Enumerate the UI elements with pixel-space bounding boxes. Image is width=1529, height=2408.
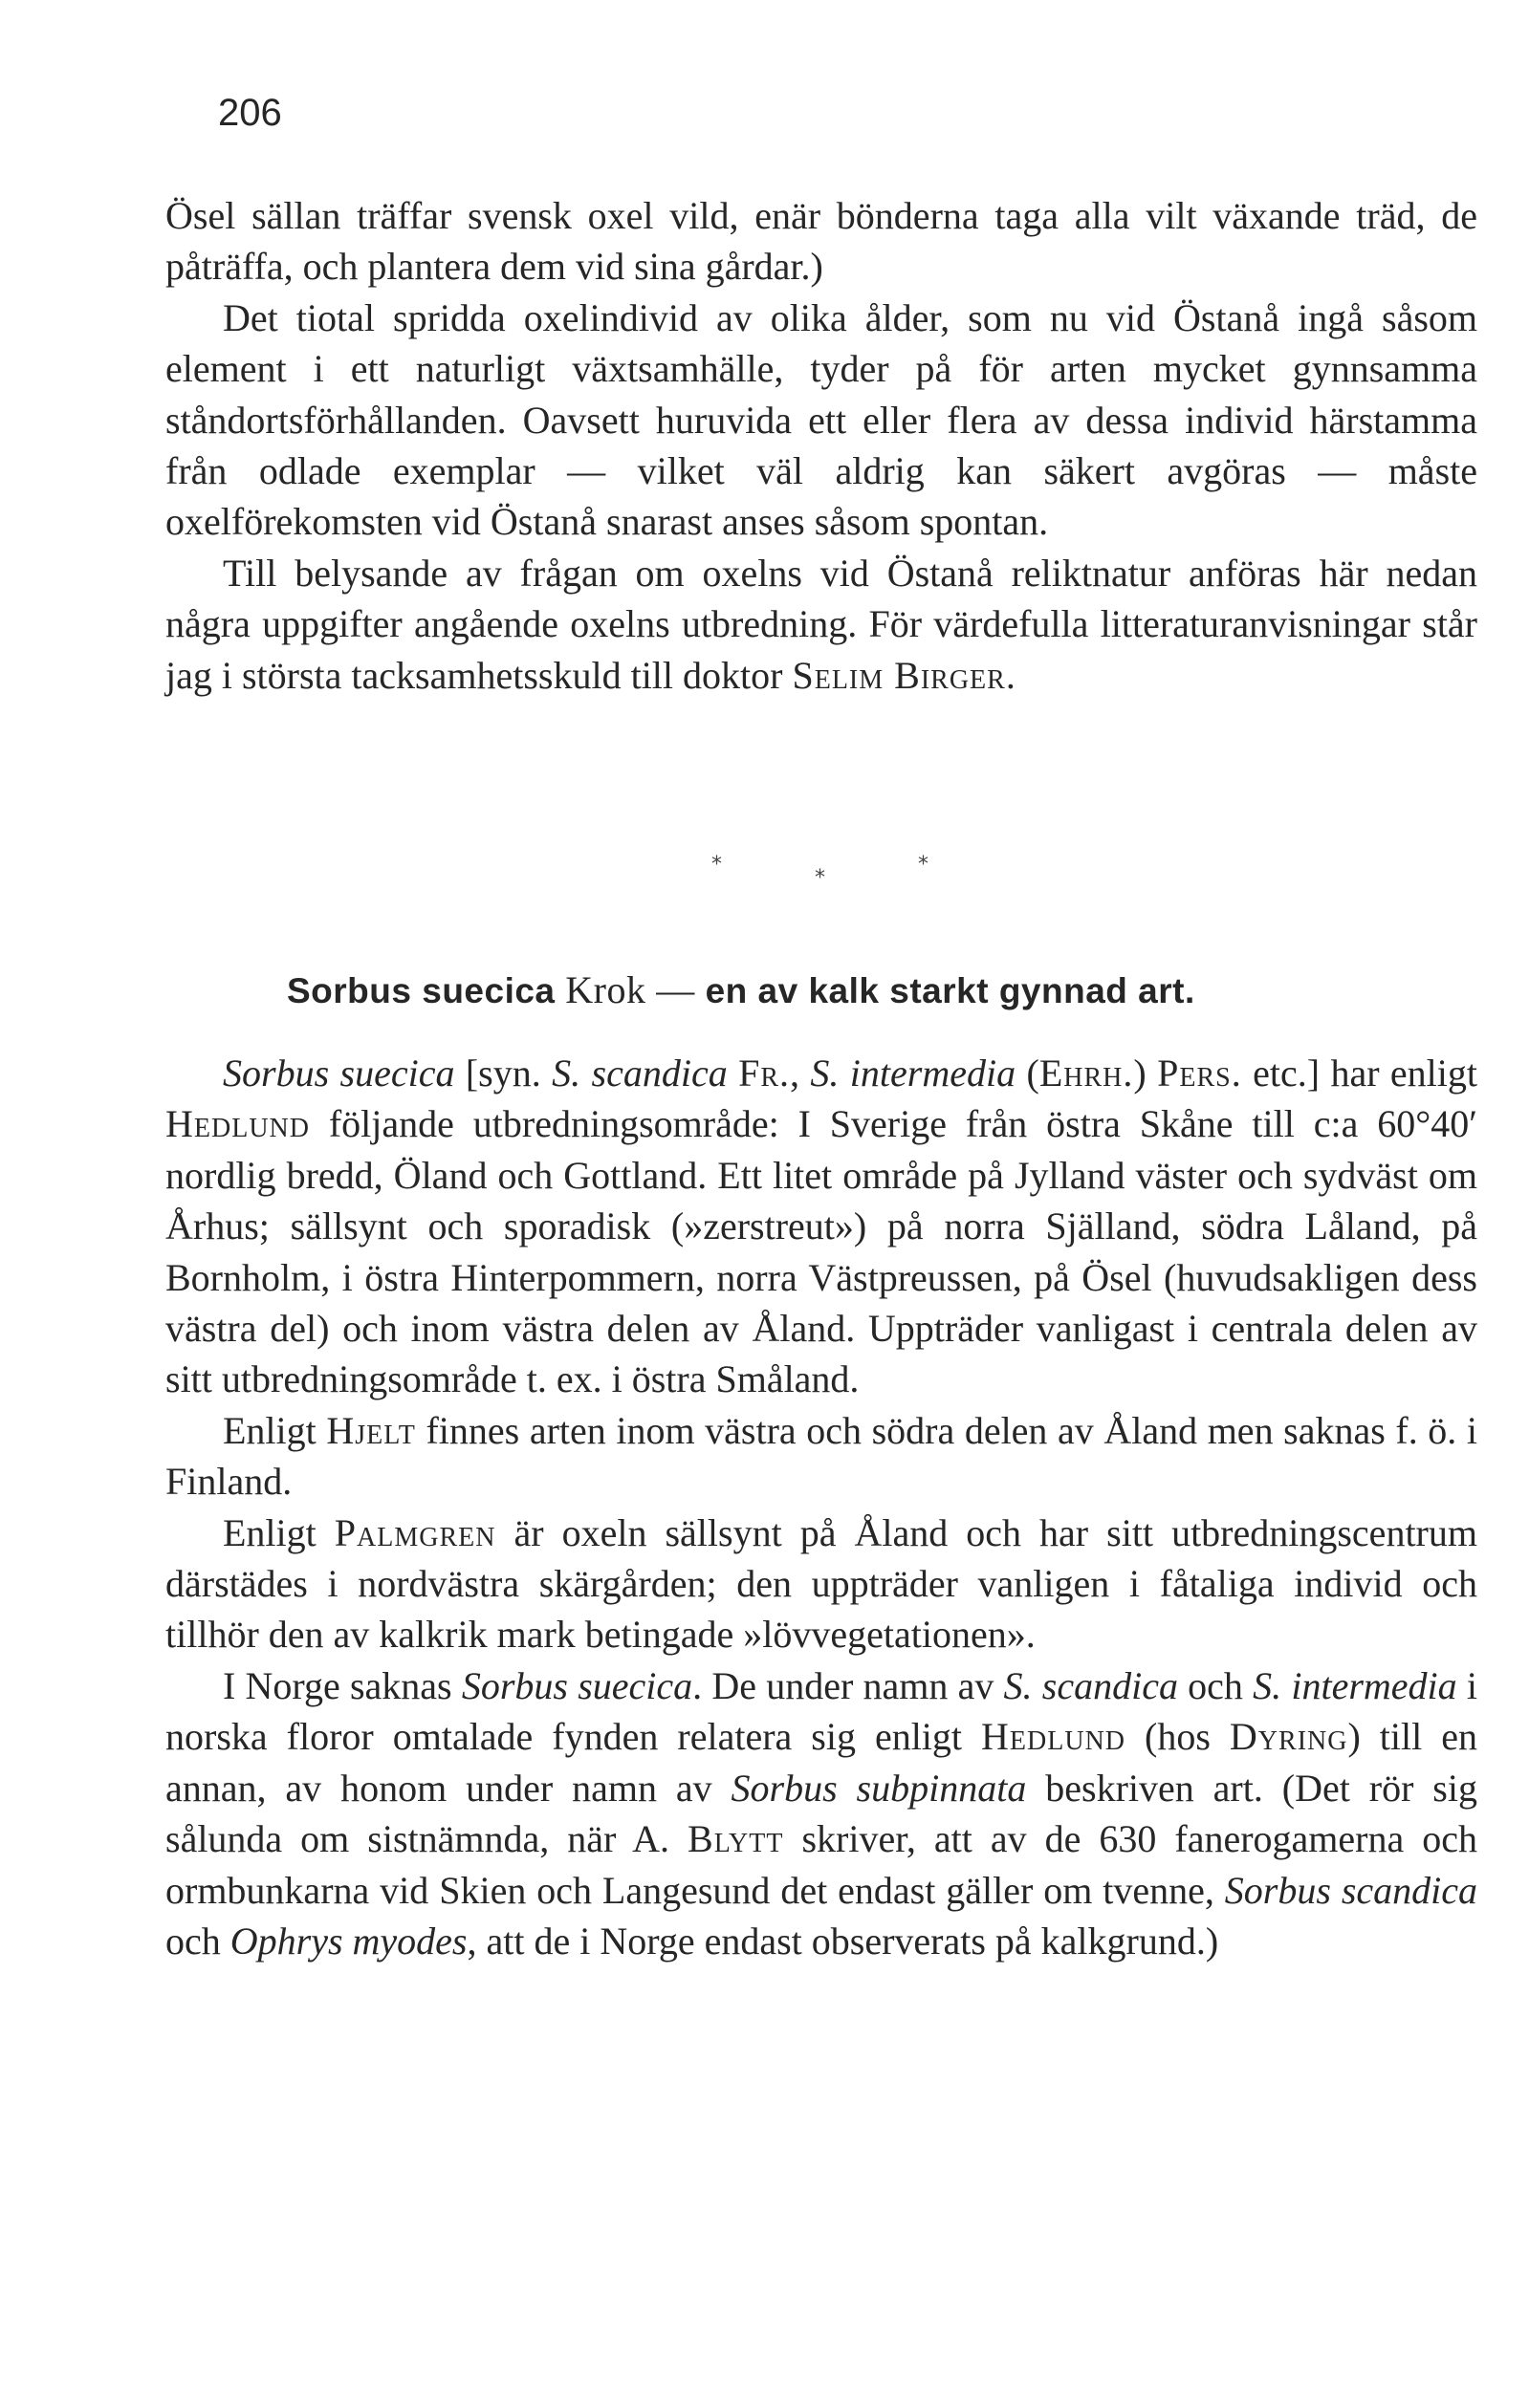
author-name: Pers. [1157,1052,1242,1095]
paragraph-continuation: Ösel sällan träffar svensk oxel vild, enär bönderna taga alla vilt växande träd, de påträffa, och plantera dem vid sina gårdar.) [165,194,1477,289]
person-name: Selim Birger [792,653,1006,697]
section-heading [287,967,1339,1013]
species-name: Sorbus scandica [1224,1868,1478,1912]
author-name: Hedlund [981,1715,1126,1759]
section-separator [688,853,956,900]
text-run: är oxeln sällsynt på Åland och har sitt utbredningscentrum därstädes i nordvästra skärgården; den uppträder vanligen i fåtaliga individ och tillhör den av kalkrik mark betingade »lövvegetationen». [165,1510,1477,1657]
text-run: Enligt [223,1510,335,1554]
author-name: Dyring [1229,1715,1348,1759]
text-run [728,1052,738,1095]
heading-species: Sorbus suecica [287,971,556,1010]
section-text [165,1048,1477,1966]
species-name: S. scandica [1003,1663,1178,1707]
species-name: S. scandica [552,1052,728,1095]
text-run: följande utbredningsområde: I Sverige från östra Skåne till c:a 60°40′ nordlig bredd, Öland och Gottland. Ett litet område på Jylland väster och sydväst om Århus; sällsynt och sporadisk (»zerstreut») på norra Själland, södra Låland, på Bornholm, i östra Hinterpommern, norra Västpreussen, på Ösel (huvudsakligen dess västra del) och inom västra delen av Åland. Uppträder vanligast i centrala delen av sitt utbredningsområde t. ex. i östra Småland. [165,1102,1477,1401]
species-name: S. intermedia [810,1052,1016,1095]
author-name: Ehrh. [1038,1052,1134,1095]
species-name: Sorbus subpinnata [731,1766,1027,1810]
species-name: S. intermedia [1253,1663,1457,1707]
heading-dash: — [656,968,695,1011]
text-run: Enligt [223,1408,327,1452]
intro-text [165,190,1477,701]
text-run: etc.] har enligt [1241,1052,1478,1095]
text-run: [syn. [454,1052,553,1095]
ack-end: . [1005,653,1016,697]
text-run: . De under namn av [692,1663,1004,1707]
author-name: Hjelt [326,1408,416,1452]
species-name: Sorbus suecica [223,1052,455,1095]
text-run: beskriven art. (Det rör sig sålunda om sistnämnda, när A. [165,1766,1477,1861]
text-run: (hos [1125,1715,1230,1759]
author-name: Fr. [738,1052,791,1095]
text-run: , att de i Norge endast observerats på kalkgrund.) [467,1919,1219,1963]
paragraph-palmgren [165,1508,1477,1660]
text-run: skriver, att av de 630 fanerogamerna och ormbunkarna vid Skien och Langesund det endast gäller om tvenne, [165,1817,1477,1912]
text-run: och [1177,1663,1254,1707]
author-name: Hedlund [165,1102,310,1146]
author-name: Palmgren [334,1510,496,1554]
paragraph-distribution [165,1048,1477,1405]
paragraph-norway [165,1660,1477,1966]
page-number: 206 [218,92,282,134]
paragraph-hjelt [165,1405,1477,1508]
species-name: Ophrys myodes [229,1919,468,1963]
asterisk-mark: * [918,853,928,877]
paragraph-acknowledgement [165,548,1477,701]
author-name: Blytt [688,1817,784,1861]
text-run: ) [1133,1052,1158,1095]
text-run: , [790,1052,811,1095]
text-run: finnes arten inom västra och södra delen av Åland men saknas f. ö. i Finland. [165,1408,1477,1504]
ack-text: Till belysande av frågan om oxelns vid Östanå reliktnatur anföras här nedan några uppgifter angående oxelns utbredning. För värdefulla litteraturanvisningar står jag i största tacksamhetsskuld till doktor [165,551,1477,697]
text-run: ) till en annan, av honom under namn av [165,1715,1478,1810]
asterisk-mark: * [815,866,825,890]
heading-rest: en av kalk starkt gynnad art. [705,971,1195,1010]
paragraph-ostana-individuals: Det tiotal spridda oxelindivid av olika ålder, som nu vid Östanå ingå såsom element i ett naturligt växtsamhälle, tyder på för arten mycket gynnsamma ståndortsförhållanden. Oavsett huruvida ett eller flera av dessa individ härstamma från odlade exemplar — vilket väl aldrig kan säkert avgöras — måste oxelförekomsten vid Östanå snarast anses såsom spontan. [165,295,1477,544]
asterisk-mark: * [711,853,722,877]
text-run: i norska floror omtalade fynden relatera sig enligt [165,1663,1477,1759]
heading-author: Krok [565,968,646,1011]
text-run: ( [1016,1052,1039,1095]
species-name: Sorbus suecica [461,1663,693,1707]
text-run: I Norge saknas [223,1663,462,1707]
text-run: och [165,1919,230,1963]
